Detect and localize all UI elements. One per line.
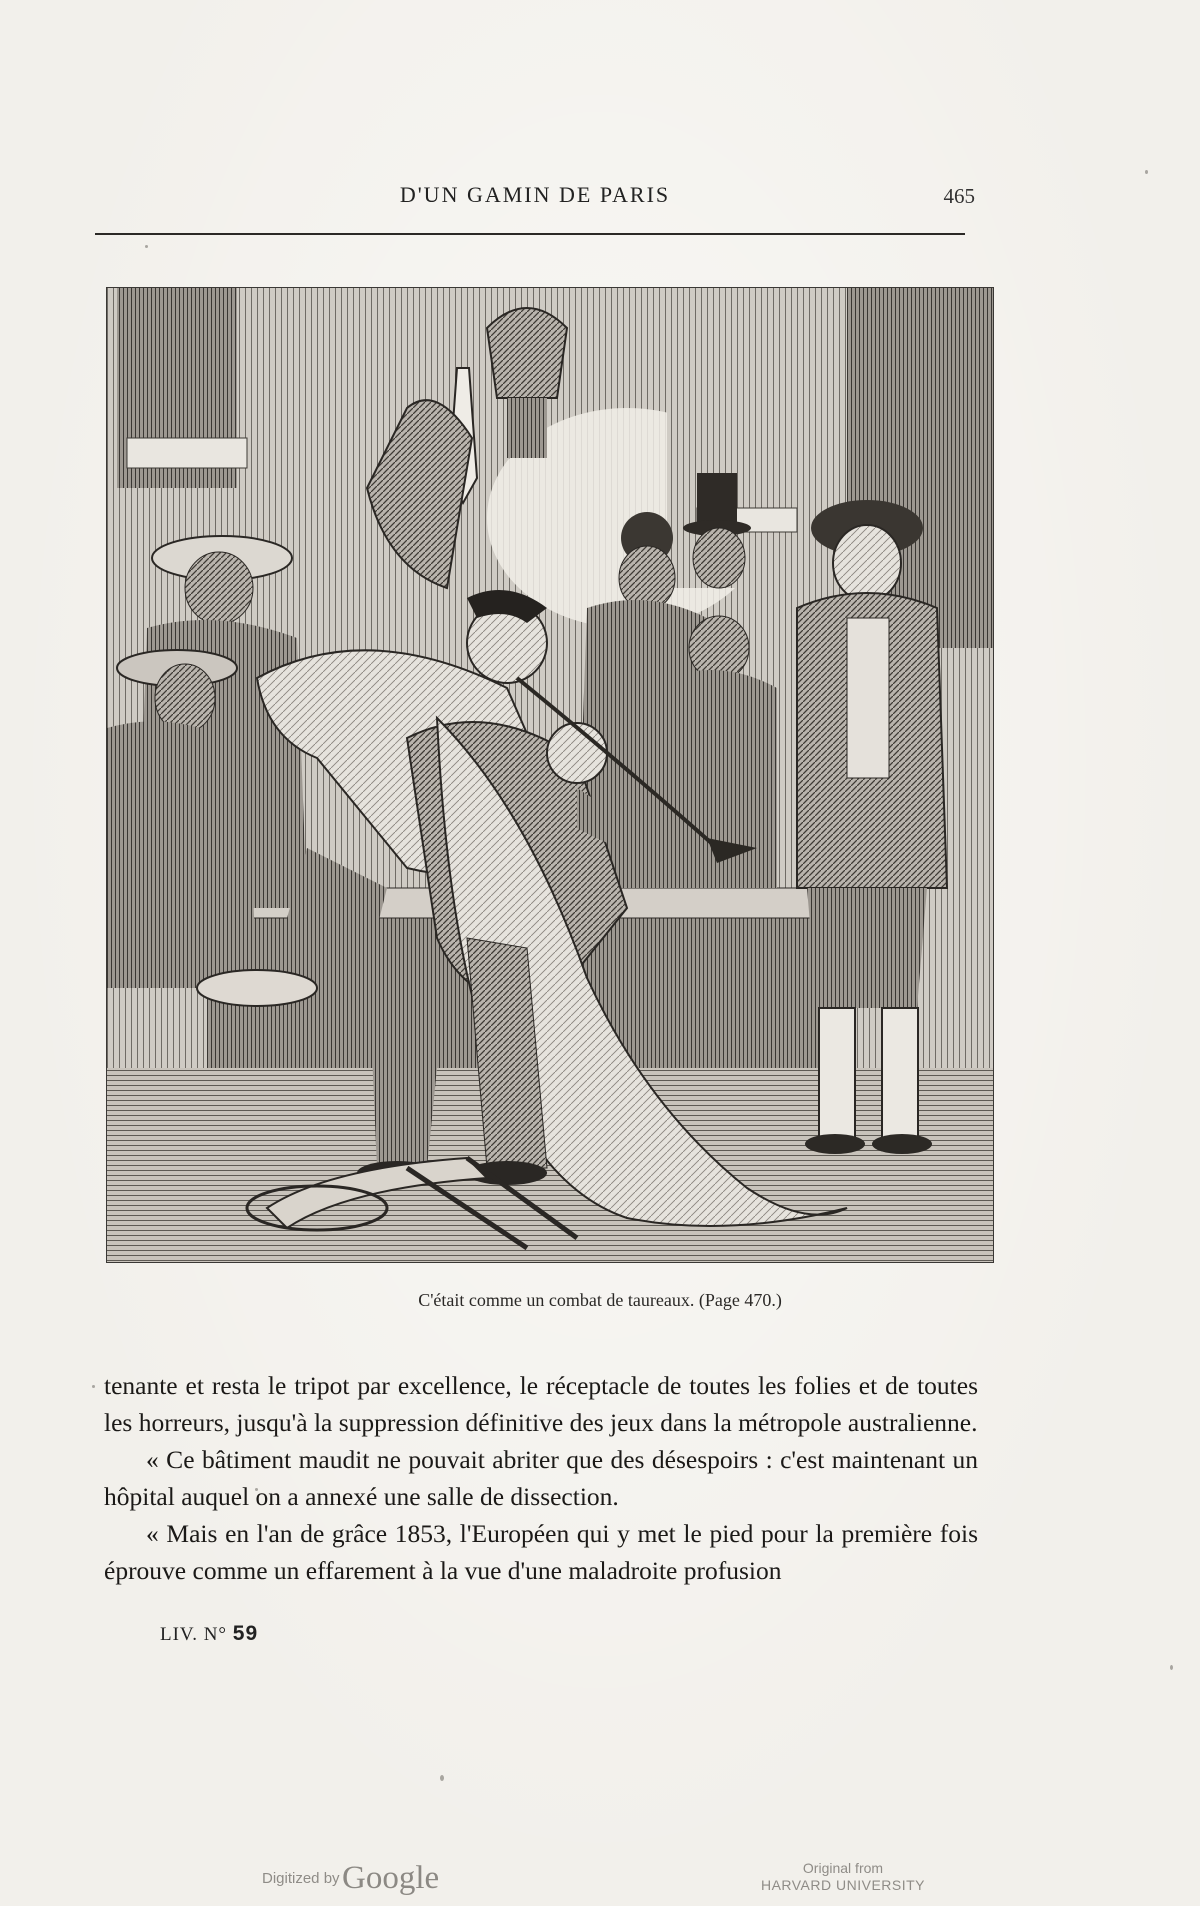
ink-speck xyxy=(440,1775,444,1781)
paragraph: « Mais en l'an de grâce 1853, l'Européen qui y met le pied pour la première fois éprouve comme un effarement à la vue d'une maladroite profusion xyxy=(104,1519,978,1585)
header-rule xyxy=(95,233,965,235)
figure-caption: C'était comme un combat de taureaux. (Page 470.) xyxy=(418,1290,782,1310)
ink-speck xyxy=(145,245,148,248)
google-logo: Google xyxy=(342,1860,440,1896)
engraving-illustration xyxy=(106,287,994,1263)
page-number: 465 xyxy=(943,184,975,208)
signature-mark xyxy=(160,1622,258,1646)
ink-speck xyxy=(92,1385,95,1388)
digitized-by-label: Digitized by xyxy=(262,1870,340,1887)
running-title: D'UN GAMIN DE PARIS xyxy=(399,182,671,207)
paragraph: tenante et resta le tripot par excellence, le réceptacle de toutes les folies et de toutes les horreurs, jusqu'à la suppression définitive des jeux dans la métropole australienne. xyxy=(104,1371,978,1437)
engraving-drawing xyxy=(107,288,993,1262)
body-text xyxy=(104,1367,978,1589)
page-header xyxy=(95,182,975,216)
signature-number: 59 xyxy=(232,1622,259,1645)
original-source xyxy=(758,1860,928,1894)
original-from-label: Original from xyxy=(802,1860,884,1876)
institution-name: HARVARD UNIVERSITY xyxy=(760,1877,926,1893)
digitization-footer xyxy=(0,1860,1200,1900)
paragraph: « Ce bâtiment maudit ne pouvait abriter que des désespoirs : c'est maintenant un hôpital auquel on a annexé une salle de dissection. xyxy=(104,1445,978,1511)
ink-speck xyxy=(1170,1665,1173,1670)
signature-label: LIV. N° xyxy=(160,1624,228,1645)
ink-speck xyxy=(1145,170,1148,174)
